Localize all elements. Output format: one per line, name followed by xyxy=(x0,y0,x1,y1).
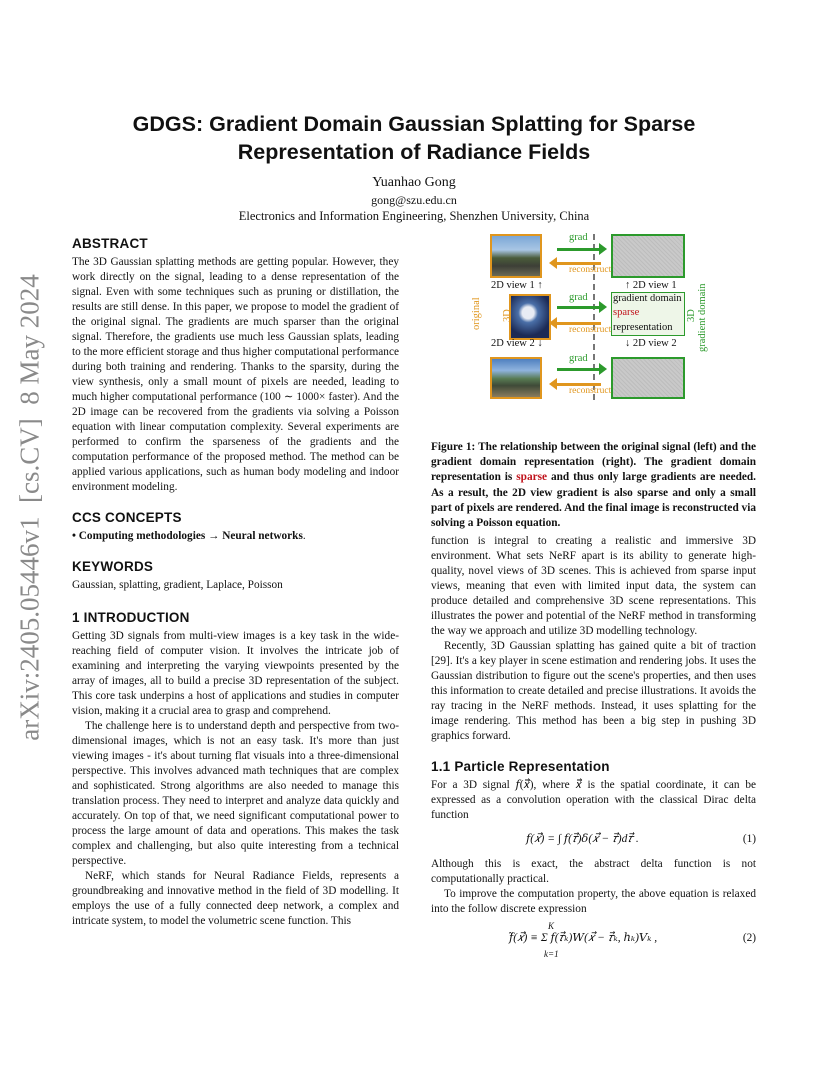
view-1-right-text: 2D view 1 xyxy=(632,280,677,291)
view-2-left-text: 2D view 2 xyxy=(491,338,535,349)
grad-arrowhead-2 xyxy=(599,301,607,313)
reconstruct-arrowhead-2 xyxy=(549,317,557,329)
reconstruct-arrowhead-3 xyxy=(549,378,557,390)
ccs-suffix: . xyxy=(302,530,306,542)
author-name: Yuanhao Gong xyxy=(372,175,456,190)
arrow-down-icon: ↓ xyxy=(625,338,631,349)
grad-arrow-1 xyxy=(557,248,601,251)
keywords-text: Gaussian, splatting, gradient, Laplace, Poisson xyxy=(72,579,283,591)
gradient-view-1-image xyxy=(611,234,685,278)
gradient-view-2-image xyxy=(611,357,685,399)
caption-text-end: and thus only large gradients are needed. As a result, the 2D view gradient is also sparse and only a small part of pixels are rendered. And the final image is reconstructed via solving a Poisson equation. xyxy=(431,471,757,530)
ccs-concept: • Computing methodologies → Neural networks xyxy=(72,530,303,542)
original-view-2-image xyxy=(490,357,542,399)
reconstruct-label-1: reconstruct xyxy=(569,265,612,275)
3d-right-side-label: 3D xyxy=(686,309,697,322)
right-paragraph-5: To improve the computation property, the above equation is relaxed into the follow discrete expression xyxy=(431,888,756,915)
view-1-left-label xyxy=(491,280,543,291)
box-label-representation: representation xyxy=(613,322,673,333)
intro-paragraph-1: Getting 3D signals from multi-view images is a key task in the wide-reaching field of computer vision. It involves the intricate job of examining and interpreting the varying viewpoints presented by the array of images, all to build a precise 3D representation of the subject. This core task underpins a host of applications and studies in computer vision, making it a crucial area to grasp and comprehend. xyxy=(72,630,399,717)
equation-2-sum-upper: K xyxy=(548,921,555,931)
ccs-heading: CCS CONCEPTS xyxy=(72,510,182,525)
box-label-sparse: sparse xyxy=(613,307,640,318)
original-3d-image xyxy=(509,294,551,340)
view-2-right-text: 2D view 2 xyxy=(632,338,677,349)
title-line-2: Representation of Radiance Fields xyxy=(237,140,591,164)
equation-2-sum-lower: k=1 xyxy=(544,949,559,959)
reconstruct-label-2: reconstruct xyxy=(569,325,612,335)
grad-label-1: grad xyxy=(569,232,588,243)
right-paragraph-3: For a 3D signal 𝑓(𝑥⃗), where 𝑥⃗ is the spatial coordinate, it can be expressed as a convolution operation with the classical Dirac delta function xyxy=(431,779,756,821)
particle-representation-heading: 1.1 Particle Representation xyxy=(431,759,610,774)
original-view-1-image xyxy=(490,234,542,278)
abstract-heading: ABSTRACT xyxy=(72,236,148,251)
right-column xyxy=(431,534,756,961)
arrow-down-icon: ↓ xyxy=(537,338,543,349)
caption-text-start: Figure 1: The relationship between the original signal (left) and the gradient domain representation (right). The gradient domain representation is xyxy=(431,441,756,484)
equation-1-number: (1) xyxy=(742,833,756,845)
arrow-up-icon: ↑ xyxy=(537,280,543,291)
grad-label-2: grad xyxy=(569,292,588,303)
grad-arrow-2 xyxy=(557,306,601,309)
reconstruct-arrowhead-1 xyxy=(549,257,557,269)
gradient-domain-side-label: gradient domain xyxy=(697,283,708,352)
grad-arrowhead-1 xyxy=(599,243,607,255)
author-email: gong@szu.edu.cn xyxy=(371,193,457,207)
right-paragraph-2: Recently, 3D Gaussian splatting has gained quite a bit of traction [29]. It's a key player in scene estimation and rendering jobs. It uses the Gaussian distribution to figure out the scene's properties, and then uses this information to create detailed and precise illustrations. It avoids the ray tracing in the NeRF methods. Instead, it uses splatting for the image rendering. This method has been a big step in pushing 3D graphics forward. xyxy=(431,640,756,742)
keywords-heading: KEYWORDS xyxy=(72,559,154,574)
right-paragraph-1: function is integral to creating a realistic and immersive 3D environment. What sets NeRF apart is its ability to generate high-quality, novel views of 3D scenes. This is achieved from sparse input views, meaning that even with limited input data, the system can produce detailed and comprehensive 3D scene representations. This illustrates the power and potential of the NeRF method in transforming the way we approach and utilize 3D modelling technology. xyxy=(431,535,756,637)
view-2-right-label xyxy=(625,338,677,349)
intro-paragraph-3: NeRF, which stands for Neural Radiance Fields, represents a groundbreaking and innovative method in the field of 3D modelling. It employs the use of a fully connected deep network, a complex and intricate system, to model the volumetric scene function. This xyxy=(72,870,399,927)
view-2-left-label xyxy=(491,338,543,349)
view-1-right-label xyxy=(625,280,677,291)
grad-label-3: grad xyxy=(569,353,588,364)
grad-arrow-3 xyxy=(557,368,601,371)
abstract-text: The 3D Gaussian splatting methods are getting popular. However, they work directly on the signal, leading to a dense representation of the signal. Even with some techniques such as pruning or distillation, the results are still dense. In this paper, we propose to model the gradient of the original signal. The gradients are much sparser than the original signal. Therefore, the gradients use much less Gaussian splats, leading to the more efficient storage and thus higher computational performance during both training and rendering. Thanks to the sparsity, during the view synthesis, only a small mount of pixels are needed, leading to much higher computational performance (100 ∼ 1000× faster). And the 2D image can be recovered from the gradients via solving a Poisson equation with linear computation complexity. Several experiments are performed to confirm the sparseness of the gradients and the computation performance of the proposed method. The method can be applied various applications, such as human body modeling and indoor environment modeling. xyxy=(72,256,399,493)
grad-arrowhead-3 xyxy=(599,363,607,375)
original-side-label: original xyxy=(471,297,482,330)
3d-left-side-label: 3D xyxy=(502,309,513,322)
equation-2-row xyxy=(431,917,756,961)
view-1-left-text: 2D view 1 xyxy=(491,280,535,291)
right-paragraph-4: Although this is exact, the abstract delta function is not computationally practical. xyxy=(431,858,756,885)
author-affiliation: Electronics and Information Engineering, Shenzhen University, China xyxy=(238,209,590,223)
arrow-up-icon: ↑ xyxy=(625,280,631,291)
intro-paragraph-2: The challenge here is to understand depth and perspective from two-dimensional images, which is not an easy task. It's more than just viewing images - it's about turning flat visuals into a three-dimensional perspective. This involves advanced math techniques that are complex and sophisticated. Strong algorithms are also needed to manage this translation process. They need to interpret and analyze data quickly and accurately. On top of that, we need significant computational power to process the large amount of data and operations. This makes the task complex and challenging, but also quite interesting from a technical perspective. xyxy=(72,720,399,867)
equation-2-number: (2) xyxy=(742,932,756,944)
equation-2: 𝑓̃(𝑥⃗) ≡ Σ 𝑓(𝜏⃗ₖ)𝑊(𝑥⃗ − 𝜏⃗ₖ, ℎₖ)𝑉ₖ , xyxy=(509,932,658,944)
caption-sparse-word: sparse xyxy=(516,471,548,484)
ccs-text xyxy=(72,529,399,544)
arxiv-stamp: arXiv:2405.05446v1 [cs.CV] 8 May 2024 xyxy=(14,274,45,741)
figure-1 xyxy=(471,232,708,400)
reconstruct-label-3: reconstruct xyxy=(569,386,612,396)
divider-line xyxy=(593,234,595,400)
sparse-representation-box xyxy=(611,292,685,336)
intro-heading: 1 INTRODUCTION xyxy=(72,610,190,625)
left-column xyxy=(72,236,399,929)
equation-1: 𝑓(𝑥⃗) = ∫ 𝑓(𝜏⃗)𝛿(𝑥⃗ − 𝜏⃗)d𝜏⃗ . xyxy=(526,833,639,845)
paper-title xyxy=(80,110,748,166)
equation-1-row xyxy=(431,823,756,857)
figure-1-caption xyxy=(431,440,756,531)
box-label-gradient-domain: gradient domain xyxy=(613,293,682,304)
title-line-1: GDGS: Gradient Domain Gaussian Splatting for Sparse xyxy=(132,112,696,136)
